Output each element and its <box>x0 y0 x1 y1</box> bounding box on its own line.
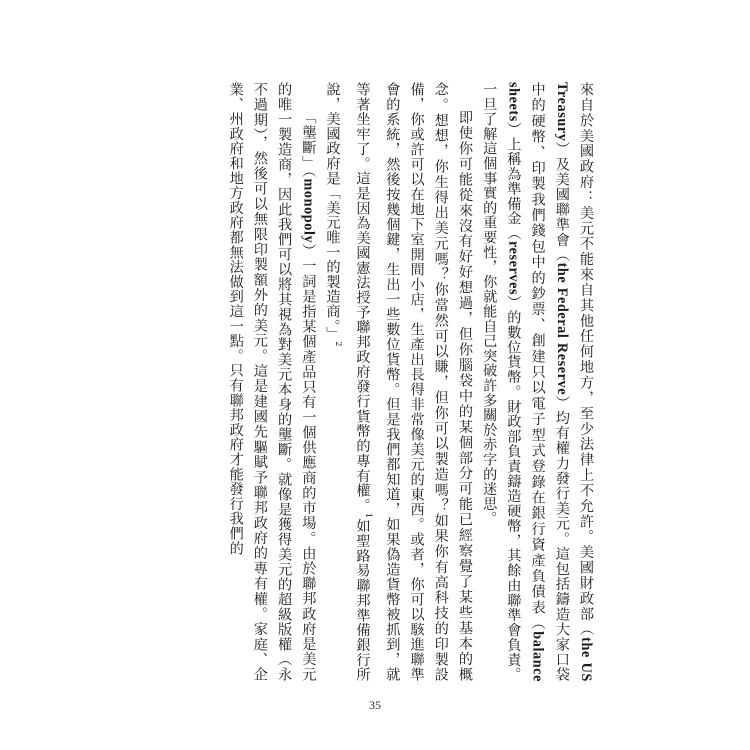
footnote-marker: 2 <box>334 341 344 348</box>
vertical-text-body <box>223 82 598 682</box>
paragraph <box>320 82 477 682</box>
page-number: 35 <box>369 698 381 712</box>
text-run: ）均有權力發行美元。這包括鑄造大家口袋中的硬幣、印製我們錢包中的鈔票、創建只以電子型式登錄在銀行資產負債表（ <box>529 82 570 682</box>
text-run: 「壟斷」（ <box>300 110 317 179</box>
paragraph <box>223 82 320 682</box>
text-run: 即使你可能從來沒有好好想過，但你腦袋中的某個部分可能已經察覺了某些基本的概念。想想，你生得出美元嗎？你當然可以賺，但你可以製造嗎？如果你有高科技的印製設備，你或許可以在地下室開間小店，生產出長得非常像美元的東西。或者，你可以駭進聯準會的系統，然後按幾個鍵，生出一些數位貨幣。但是我們都知道，如果偽造貨幣被抓到，就等著坐牢了。這是因為美國憲法授予聯邦政府發行貨幣的專有權。 <box>354 82 473 682</box>
latin-term: reserves <box>505 240 522 296</box>
latin-term: the Federal Reserve <box>553 262 570 396</box>
latin-term: the US Treasury <box>553 82 594 682</box>
paragraph <box>477 82 598 682</box>
text-run: ）及美國聯準會（ <box>553 141 570 263</box>
text-run: 如聖路易聯邦準備銀行所說，美國政府是「美元唯一的製造商。」 <box>324 82 371 682</box>
latin-term: monopoly <box>300 178 317 244</box>
text-run: ）的數位貨幣。財政部負責鑄造硬幣，其餘由聯準會負責。一旦了解這個事實的重要性，你就能自己突破許多關於赤字的迷思。 <box>481 82 522 682</box>
text-run: ）上稱為準備金（ <box>505 121 522 241</box>
latin-term: balance sheets <box>505 82 546 682</box>
text-run: 來自於美國政府：美元不能來自其他任何地方，至少法律上不允許。美國財政部（ <box>578 82 594 638</box>
footnote-marker: 1 <box>364 512 374 519</box>
text-run: ）一詞是指某個產品只有一個供應商的市場。由於聯邦政府是美元的唯一製造商，因此我們可以將其視為對美元本身的壟斷。就像是獲得美元的超級版權（永不過期），然後可以無限印製額外的美元。這是建國先驅賦予聯邦政府的專有權。家庭、企業、州政府和地方政府都無法做到這一點。只有聯邦政府才能發行我們的 <box>227 82 317 682</box>
